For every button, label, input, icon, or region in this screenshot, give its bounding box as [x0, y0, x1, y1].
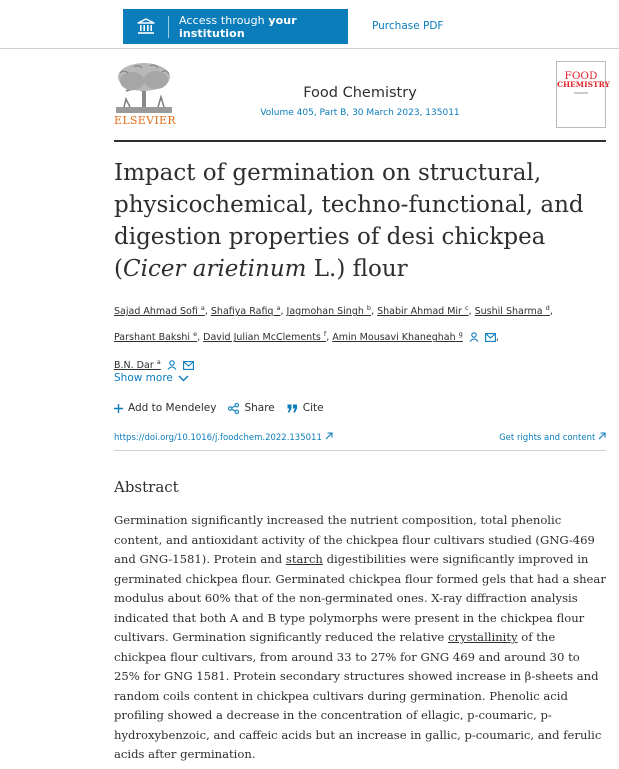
- share-label: Share: [244, 402, 275, 414]
- author-link[interactable]: Shafiya Rafiq $^a$: [210, 304, 281, 318]
- abstract-text: Germination significantly increased the nutrient composition, total phenolic content, and antioxidant activity of the chickpea flour cultivars studied (GNG-469 and GNG-1581). Protein and starch digestibilities were significantly improved in germinated chickpea flour. Germinated chickpea flour formed gels that had a shear modulus about 60% that of the non-germinated ones. X-ray diffraction analysis indicated that both A and B type polymorphs were present in the chickpea flour cultivars. Germination significantly reduced the relative crystallinity of the chickpea flour cultivars, from around 33 to 27% for GNG 469 and around 30 to 25% for GNG 1581. Protein secondary structures showed increase in β-sheets and random coils content in chickpea cultivars during germination. Phenolic acid profiling showed a decrease in the concentration of ellagic, p-coumaric, p-hydroxybenzoic, and caffeic acids but an increase in gallic, p-coumaric, and ferulic acids after germination.: [114, 513, 606, 761]
- institution-icon: [123, 9, 168, 44]
- crystallinity-link[interactable]: crystallinity: [447, 630, 518, 644]
- share-icon: [228, 403, 239, 414]
- plus-icon: [114, 404, 123, 413]
- access-label: Access through your institution: [178, 13, 297, 40]
- author-list: Sajad Ahmad Sofi $^a$, Shafiya Rafiq $^a$, Jagmohan Singh $^b$, Shabir Ahmad Mir $^c$, Sushil Sharma $^d$, Parshant Bakshi $^e$, David Julian McClements $^f$, Amin Mousavi Khaneghah $^g$ , B.N. Dar $^a$: [114, 297, 604, 379]
- doi-row: [114, 424, 606, 451]
- doi-link[interactable]: https://doi.org/10.1016/j.foodchem.2022.135011: [114, 432, 333, 443]
- article-title: Impact of germination on structural, physicochemical, techno-functional, and digestion properties of desi chickpea (Cicer arietinum L.) flour: [114, 160, 584, 282]
- chevron-down-icon: [178, 375, 189, 382]
- author-link[interactable]: Sushil Sharma $^d$: [474, 304, 550, 318]
- journal-header: [114, 58, 610, 142]
- access-institution-button[interactable]: [123, 9, 348, 44]
- article-actions: [114, 402, 336, 414]
- email-icon[interactable]: [485, 329, 496, 351]
- abstract-heading: Abstract: [114, 478, 179, 496]
- journal-volume[interactable]: Volume 405, Part B, 30 March 2023, 135011: [260, 108, 460, 118]
- add-to-mendeley-button[interactable]: [114, 402, 216, 414]
- rights-content-link[interactable]: Get rights and content: [499, 432, 606, 443]
- journal-cover-thumbnail[interactable]: [556, 61, 610, 128]
- purchase-pdf-link[interactable]: Purchase PDF: [372, 20, 444, 32]
- publisher-name: ELSEVIER: [114, 114, 176, 127]
- mendeley-label: Add to Mendeley: [128, 402, 217, 414]
- share-button[interactable]: [228, 402, 274, 414]
- author-link[interactable]: Amin Mousavi Khaneghah $^g$: [332, 330, 463, 344]
- cover-publisher-mark: [557, 91, 605, 96]
- top-bar: [0, 0, 619, 49]
- author-link[interactable]: Sajad Ahmad Sofi $^a$: [114, 304, 205, 318]
- author-link[interactable]: Shabir Ahmad Mir $^c$: [377, 304, 469, 318]
- cover-title-line2: CHEMISTRY: [557, 80, 610, 89]
- author-link[interactable]: Parshant Bakshi $^e$: [114, 330, 198, 344]
- external-link-icon: [325, 432, 333, 440]
- show-more-label: Show more: [114, 372, 173, 384]
- journal-title[interactable]: Food Chemistry: [303, 85, 417, 101]
- cite-button[interactable]: [287, 402, 324, 414]
- author-link[interactable]: Jagmohan Singh $^b$: [286, 304, 372, 318]
- show-more-button[interactable]: [114, 372, 189, 384]
- author-link[interactable]: B.N. Dar $^a$: [114, 358, 161, 372]
- author-link[interactable]: David Julian McClements $^f$: [203, 330, 327, 344]
- person-icon[interactable]: [469, 329, 479, 351]
- cite-label: Cite: [302, 402, 324, 414]
- starch-link[interactable]: starch: [285, 552, 323, 566]
- external-link-icon: [598, 432, 606, 440]
- cover-title-line1: FOOD: [564, 70, 598, 82]
- quote-icon: [287, 404, 298, 413]
